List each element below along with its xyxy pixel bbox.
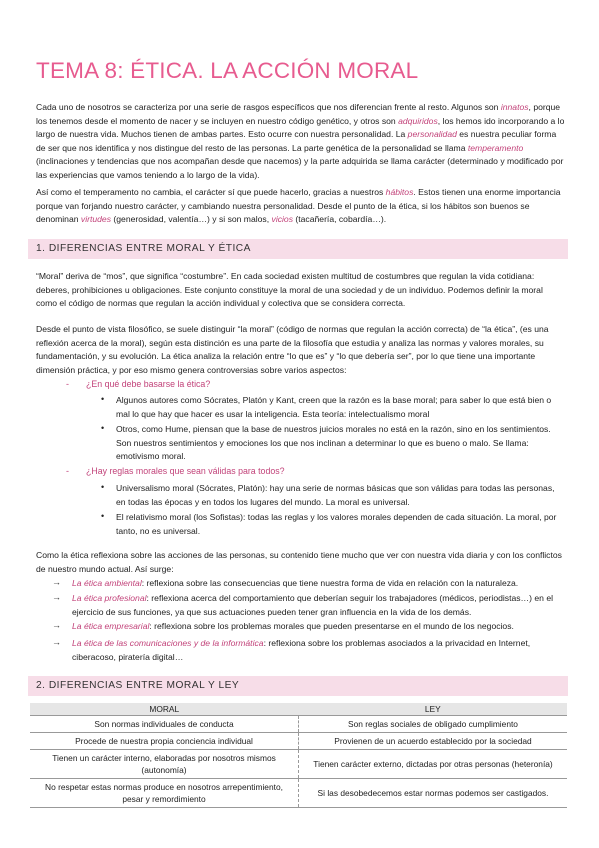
dash-bullet: - (66, 466, 69, 476)
column-header-ley: LEY (299, 703, 568, 716)
question-2-item-2: El relativismo moral (los Sofistas): todas las reglas y los valores morales dependen de cada situación. La moral, por tanto, no es universal. (116, 512, 557, 536)
section1-paragraph-3: Como la ética reflexiona sobre las acciones de las personas, su contenido tiene mucho que ver con nuestra vida diaria y con los conflictos de nuestro mundo actual. Así surge: (36, 550, 562, 574)
arrow-icon: → (52, 637, 61, 647)
column-header-moral: MORAL (30, 703, 299, 716)
arrow-icon: → (52, 577, 61, 587)
text: Así como el temperamento no cambia, el carácter sí que puede hacerlo, gracias a nuestros (36, 187, 386, 197)
question-1: ¿En qué debe basarse la ética? (86, 379, 211, 389)
table-row (30, 750, 567, 779)
page-title: TEMA 8: ÉTICA. LA ACCIÓN MORAL (36, 58, 419, 83)
term-adquiridos: adquiridos (398, 115, 438, 126)
term-temperamento: temperamento (467, 142, 524, 153)
term-personalidad: personalidad (407, 129, 457, 139)
question-1-item-1: Algunos autores como Sócrates, Platón y Kant, creen que la razón es la base moral; para saber lo que está bien o mal lo que hay que hacer es usar la inteligencia. Esta teoría: intelectualismo moral (116, 395, 552, 419)
table-cell-moral: Son normas individuales de conducta (30, 716, 299, 733)
dot-bullet: • (101, 394, 105, 404)
question-2-item-1: Universalismo moral (Sócrates, Platón): hay una serie de normas básicas que son válidas para todas las personas, en todas las épocas y en todos los lugares del mundo. La moral es universal. (116, 483, 555, 507)
term-vicios: vicios (271, 214, 294, 224)
dot-bullet: • (101, 511, 105, 521)
section1-paragraph-1: “Moral” deriva de “mos”, que significa “costumbre”. En cada sociedad existen multitud de costumbres que regulan la vida cotidiana: deberes, prohibiciones u obligaciones. Este conjunto constituye la moral de una sociedad y de un individuo. Podemos definir la moral como el código de normas que regulan la acción individual y colectiva que se considera correcta. (36, 271, 543, 308)
dot-bullet: • (101, 482, 105, 492)
table-cell-ley: Tienen carácter externo, dictadas por otras personas (heteronía) (299, 750, 568, 779)
text: (generosidad, valentía…) y si son malos, (111, 214, 272, 224)
arrow-term: La ética de las comunicaciones y de la informática (72, 638, 264, 648)
text: , los hemos ido incorporando a lo largo de nuestra vida. Muchos tienen de ambas partes. Esto ocurre con nuestra personalidad. La (36, 115, 565, 139)
dash-bullet: - (66, 379, 69, 389)
arrow-desc: : reflexiona sobre los problemas asociados a la privacidad en Internet, ciberacoso, piratería digital… (72, 638, 531, 662)
term-innatos: innatos (500, 102, 529, 112)
text: Cada uno de nosotros se caracteriza por una serie de rasgos específicos que nos diferencian frente al resto. Algunos son (36, 102, 501, 112)
intro-paragraph-1 (36, 101, 566, 182)
text: , porque los tenemos desde el momento de nacer y se incluyen en nuestro código genético, y otros son (36, 102, 561, 126)
arrow-term: La ética empresarial (72, 621, 150, 631)
arrow-term: La ética profesional (72, 593, 147, 603)
text: es nuestra peculiar forma de ser que nos identifica y nos distingue del resto de las personas. La parte genética de la personalidad se llama (36, 129, 557, 153)
arrow-icon: → (52, 620, 61, 630)
arrow-item-1 (72, 577, 567, 591)
table-cell-ley: Si las desobedecemos estar normas podemos ser castigados. (299, 779, 568, 808)
text: (inclinaciones y tendencias que nos acompañan desde que nacemos) y la parte adquirida se llama carácter (determinado y modificado por las experiencias que vamos teniendo a lo largo de la vida). (36, 156, 564, 180)
text: . Estos tienen una enorme importancia porque van forjando nuestro carácter, y cambiando nuestra personalidad. Desde el punto de la ética, si los hábitos son buenos se denominan (36, 187, 561, 224)
section-heading-2: 2. DIFERENCIAS ENTRE MORAL Y LEY (28, 676, 568, 696)
arrow-item-2 (72, 592, 567, 619)
arrow-desc: : reflexiona acerca del comportamiento que deberían seguir los trabajadores (médicos, periodistas…) en el ejercicio de sus funciones, ya que sus actuaciones pueden tener gran influencia en la vida de los demás. (72, 593, 554, 617)
table-cell-ley: Provienen de un acuerdo establecido por la sociedad (299, 733, 568, 750)
dot-bullet: • (101, 423, 105, 433)
arrow-desc: : reflexiona sobre las consecuencias que tiene nuestra forma de vida en relación con la naturaleza. (141, 578, 519, 588)
section-heading-1: 1. DIFERENCIAS ENTRE MORAL Y ÉTICA (28, 239, 568, 259)
moral-vs-law-table (30, 703, 567, 808)
table-header-row (30, 703, 567, 716)
table-row (30, 733, 567, 750)
section1-paragraph-2: Desde el punto de vista filosófico, se suele distinguir “la moral” (código de normas que regulan la acción correcta) de “la ética”, (es una reflexión acerca de la moral), según esta distinción es una parte de la filosofía que estudia y analiza las normas y valores morales, su fundamentación, y su evolución. La ética analiza la relación entre “lo que es” y “lo que debería ser”, por lo que tiene una importante dimensión práctica, y por eso mismo genera controversias sobre varios aspectos: (36, 324, 549, 375)
table-cell-moral: Procede de nuestra propia conciencia individual (30, 733, 299, 750)
question-2: ¿Hay reglas morales que sean válidas para todos? (86, 466, 285, 476)
term-virtudes: virtudes (80, 214, 112, 224)
table-row (30, 779, 567, 808)
question-1-item-2: Otros, como Hume, piensan que la base de nuestros juicios morales no está en la razón, sino en los sentimientos. Son nuestros sentimientos y emociones los que nos inclinan a determinar lo que es bueno o malo. Se llama: emotivismo moral. (116, 424, 551, 461)
arrow-icon: → (52, 592, 61, 602)
table-row (30, 716, 567, 733)
text: (tacañería, cobardía…). (293, 214, 387, 224)
table-cell-ley: Son reglas sociales de obligado cumplimiento (299, 716, 568, 733)
arrow-term: La ética ambiental (72, 578, 142, 588)
arrow-item-4 (72, 637, 567, 664)
intro-paragraph-2 (36, 186, 566, 227)
arrow-desc: : reflexiona sobre los problemas morales que pueden presentarse en el mundo de los negocios. (149, 621, 514, 631)
table-cell-moral: Tienen un carácter interno, elaboradas por nosotros mismos (autonomía) (30, 750, 299, 779)
arrow-item-3 (72, 620, 567, 634)
term-habitos: hábitos (385, 187, 414, 197)
table-cell-moral: No respetar estas normas produce en nosotros arrepentimiento, pesar y remordimiento (30, 779, 299, 808)
